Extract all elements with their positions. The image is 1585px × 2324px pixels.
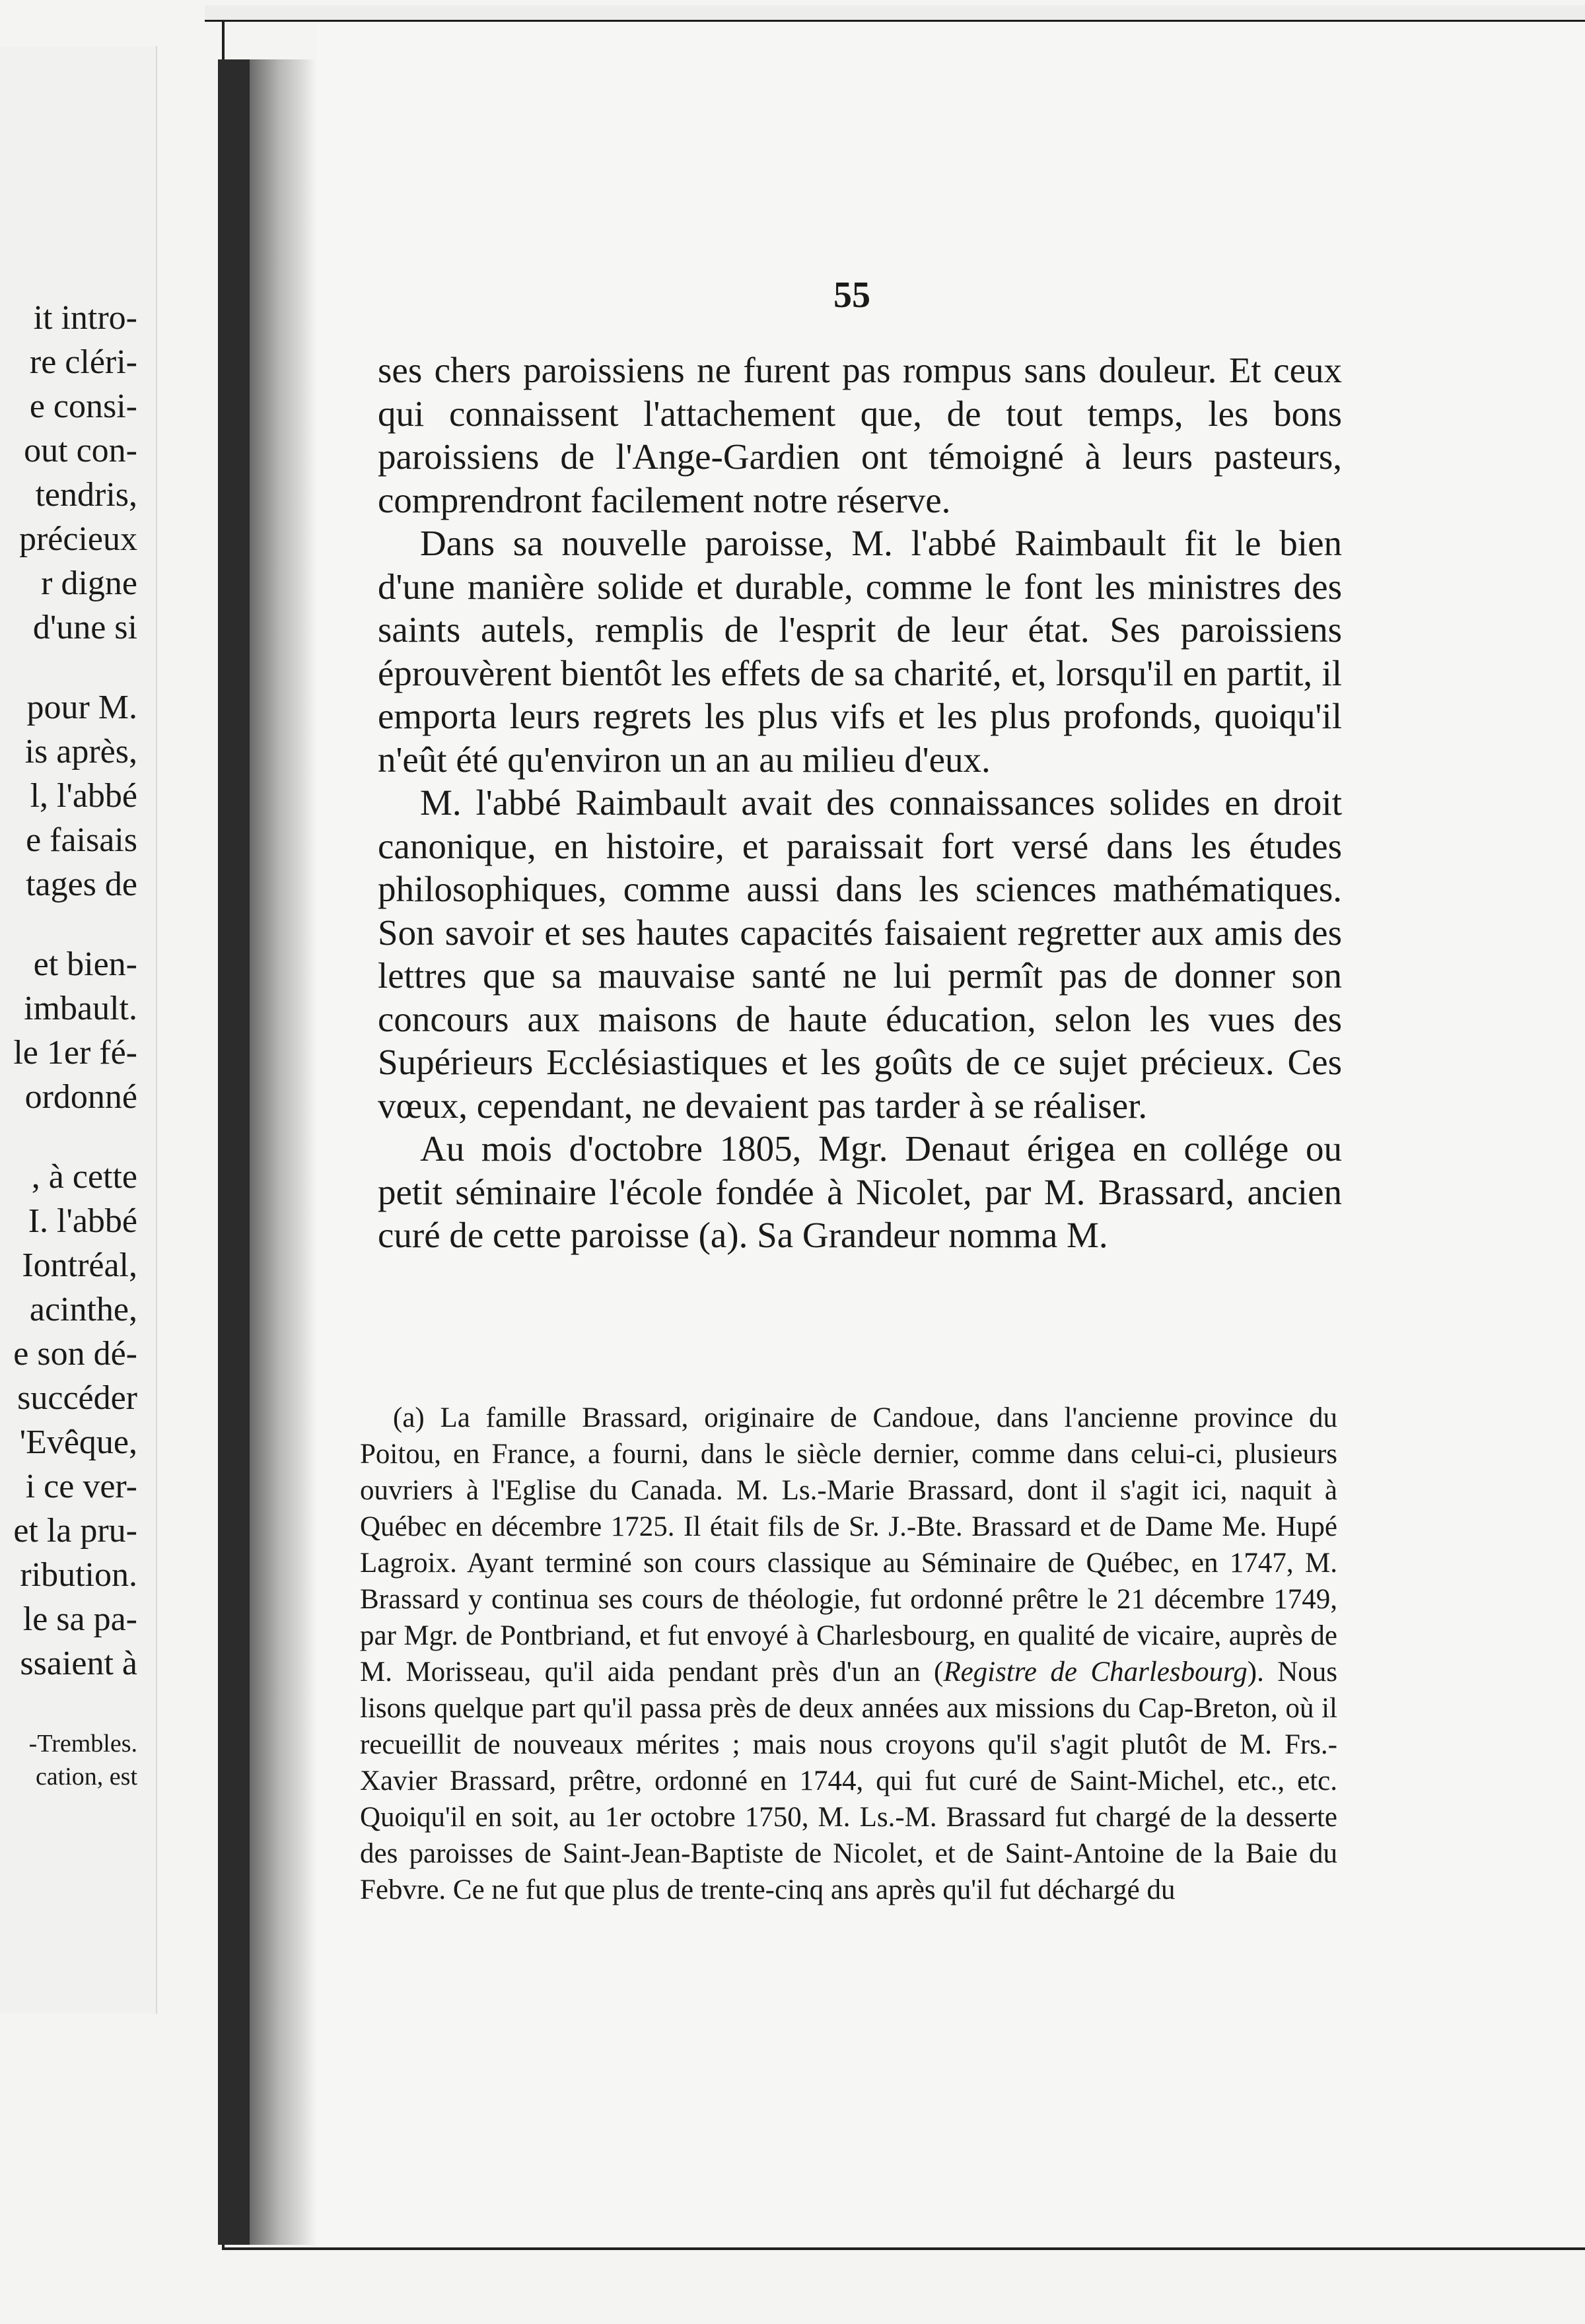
page-number: 55 — [833, 275, 870, 316]
left-page-line: Iontréal, — [22, 1247, 137, 1284]
footnote-text: (a) La famille Brassard, originaire de Candoue, dans l'ancienne province du Poitou, en France, a fourni, dans le siècle dernier, comme dans celui-ci, plusieurs ouvriers à l'Eglise du Canada. M. Ls.-Marie Brassard, dont il s'agit ici, naquit à Québec en décembre 1725. Il était fils de Sr. J.-Bte. Brassard et de Dame Me. Hupé Lagroix. Ayant terminé son cours classique au Séminaire de Québec, en 1747, M. Brassard y continua ses cours de théologie, fut ordonné prêtre le 21 décembre 1749, par Mgr. de Pontbriand, et fut envoyé à Charlesbourg, en qualité de vicaire, auprès de M. Morisseau, qu'il aida pendant près d'un an (Registre de Charlesbourg). Nous lisons quelque part qu'il passa près de deux années aux missions du Cap-Breton, où il recueillit de nouveaux mérites ; mais nous croyons qu'il s'agit plutôt de M. Frs.-Xavier Brassard, prêtre, ordonné en 1744, qui fut curé de Saint-Michel, etc., etc. Quoiqu'il en soit, au 1er octobre 1750, M. Ls.-M. Brassard fut chargé de la desserte des paroisses de Saint-Jean-Baptiste de Nicolet, et de Saint-Antoine de la Baie du Febvre. Ce ne fut que plus de trente-cinq ans après qu'il fut déchargé du — [360, 1402, 1338, 1905]
left-page-line: tendris, — [35, 476, 137, 514]
left-page-line: précieux — [18, 520, 137, 558]
left-page-line: out con- — [24, 432, 137, 469]
left-page-line: re cléri- — [29, 343, 137, 381]
paragraph: Dans sa nouvelle paroisse, M. l'abbé Raimbault fit le bien d'une manière solide et durable, comme le font les ministres des saints autels, remplis de l'esprit de leur état. Ses paroissiens éprouvèrent bientôt les effets de sa charité, et, lorsqu'il en partit, il emporta leurs regrets les plus vifs et les plus profonds, quoiqu'il n'eût été qu'environ un an au milieu d'eux. — [378, 523, 1342, 780]
left-page-line: , à cette — [31, 1158, 137, 1196]
left-page-line: i ce ver- — [25, 1468, 137, 1505]
left-page-line: I. l'abbé — [28, 1202, 137, 1240]
left-page-line: l, l'abbé — [30, 777, 137, 815]
left-page-line: et bien- — [33, 945, 137, 983]
book-spine-shadow — [218, 59, 250, 2245]
left-page-fragment — [0, 46, 157, 2014]
paragraph: ses chers paroissiens ne furent pas rompus sans douleur. Et ceux qui connaissent l'attachement que, de tout temps, les bons paroissiens de l'Ange-Gardien ont témoigné à leurs pasteurs, comprendront facilement notre réserve. — [378, 350, 1342, 520]
left-page-line: ssaient à — [20, 1645, 137, 1682]
left-page-line: -Trembles. — [28, 1730, 137, 1758]
register-citation: Registre de Charlesbourg — [943, 1657, 1248, 1688]
left-page-line: le sa pa- — [22, 1600, 137, 1638]
left-page-line: acinthe, — [29, 1291, 137, 1328]
main-text — [378, 349, 1342, 1257]
left-page-line: pour M. — [26, 689, 137, 726]
left-page-line: e consi- — [29, 388, 137, 425]
left-page-line: d'une si — [32, 609, 137, 646]
book-gutter-gradient — [250, 59, 316, 2245]
left-page-line: cation, est — [35, 1763, 137, 1791]
left-page-line: ribution. — [20, 1556, 137, 1594]
paragraph: M. l'abbé Raimbault avait des connaissances solides en droit canonique, en histoire, et paraissait fort versé dans les études philosophiques, comme aussi dans les sciences mathématiques. Son savoir et ses hautes capacités faisaient regretter aux amis des lettres que sa mauvaise santé ne lui permît pas de donner son concours aux maisons de haute éducation, selon les vues des Supérieurs Ecclésiastiques et les goûts de ce sujet précieux. Ces vœux, cependant, ne devaient pas tarder à se réaliser. — [378, 782, 1342, 1126]
left-page-line: ordonné — [24, 1078, 137, 1116]
left-page-line: et la pru- — [13, 1512, 137, 1550]
left-page-line: is après, — [24, 733, 137, 770]
left-page-line: r digne — [41, 564, 137, 602]
paragraph: Au mois d'octobre 1805, Mgr. Denaut érigea en collége ou petit séminaire l'école fondée à Nicolet, par M. Brassard, ancien curé de cette paroisse (a). Sa Grandeur nomma M. — [378, 1128, 1342, 1255]
left-page-line: e son dé- — [13, 1335, 137, 1373]
left-page-line: it intro- — [33, 299, 137, 337]
left-page-line: tages de — [26, 866, 137, 903]
left-page-line: le 1er fé- — [13, 1034, 137, 1072]
left-page-line: e faisais — [26, 821, 137, 859]
left-page-line: succéder — [17, 1379, 137, 1417]
left-page-line: 'Evêque, — [19, 1423, 137, 1461]
left-page-line: imbault. — [24, 990, 137, 1027]
footnote — [360, 1400, 1337, 1908]
